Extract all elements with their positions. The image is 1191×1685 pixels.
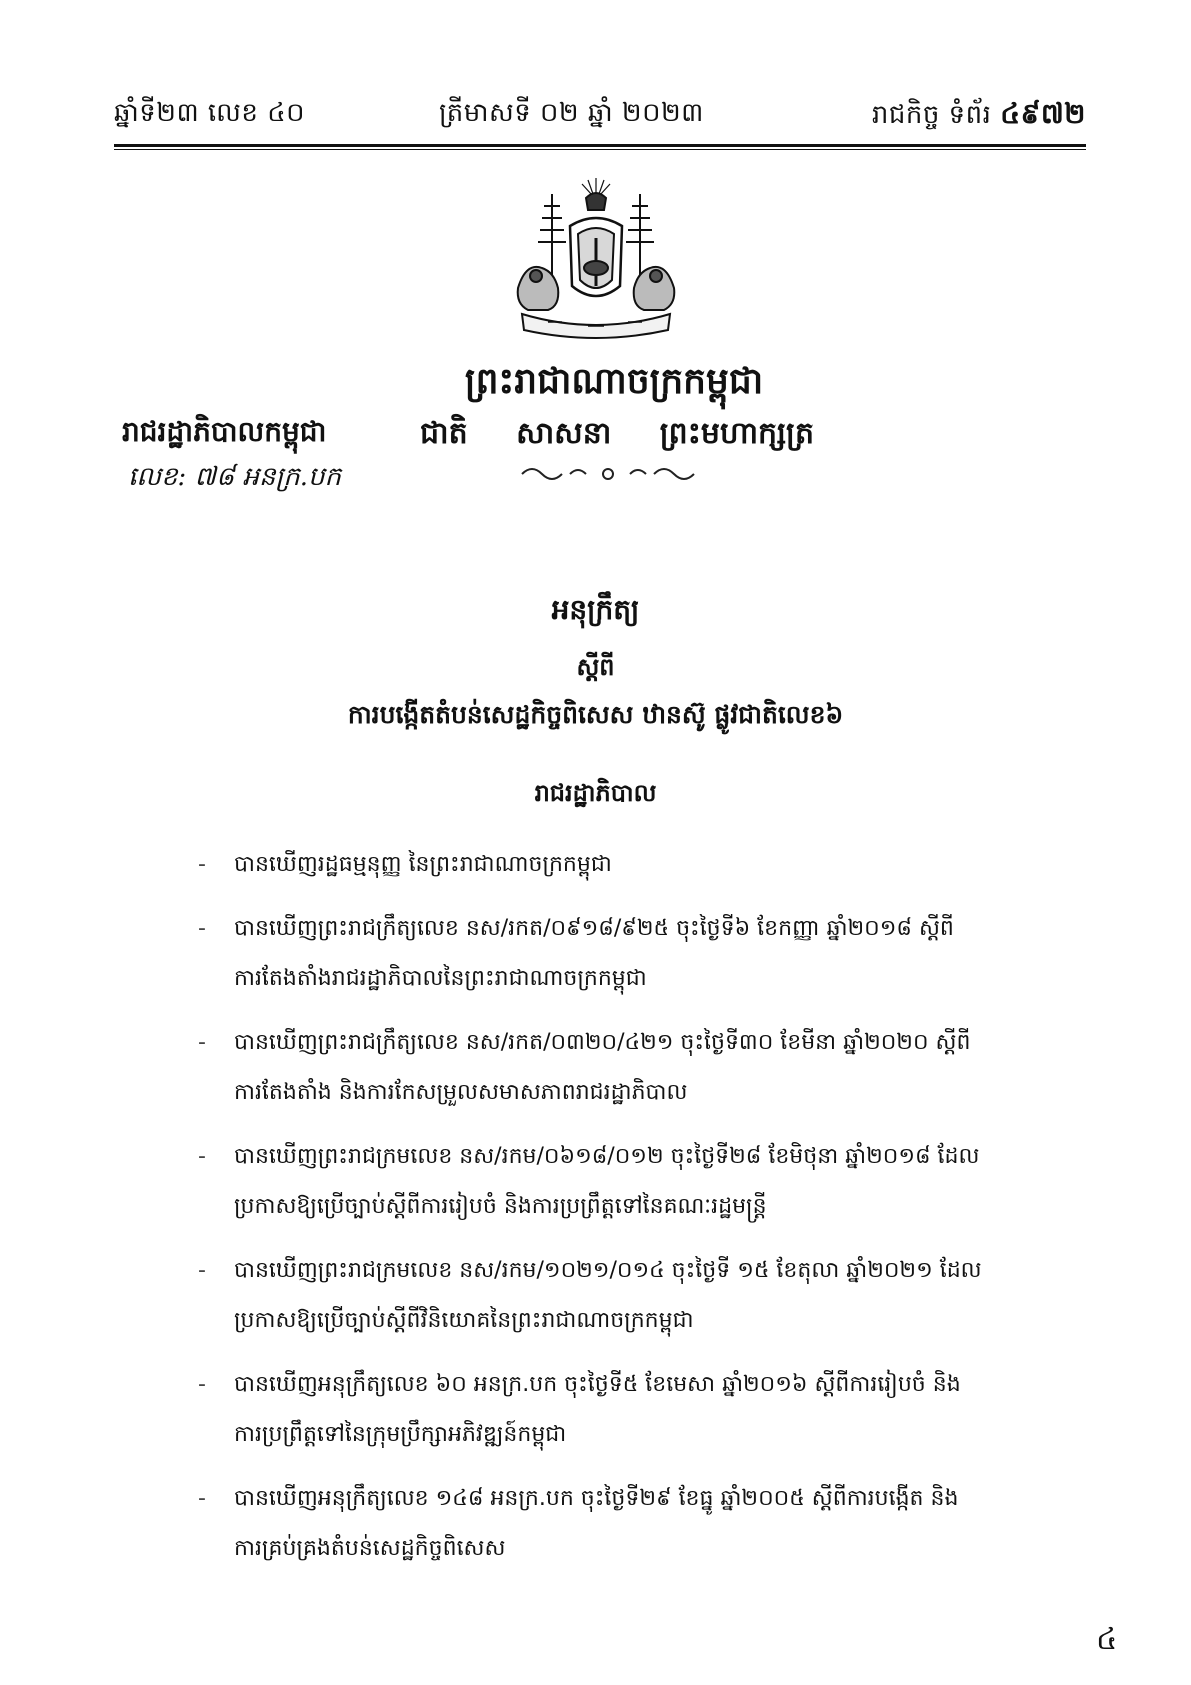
document-subject: ការបង្កើតតំបន់សេដ្ឋកិច្ចពិសេស ឋានស៊ូ ផ្លូវជាតិលេខ៦ — [347, 700, 844, 729]
government-name: រាជរដ្ឋាភិបាលកម្ពុជា — [122, 415, 327, 448]
issuer-heading: រាជរដ្ឋាភិបាល — [534, 778, 657, 807]
national-motto — [420, 414, 814, 458]
motto-king: ព្រះមហាក្សត្រ — [659, 416, 814, 451]
header-rule-thin — [114, 149, 1086, 150]
gazette-year-issue: ឆ្នាំទី២៣ លេខ ៤០ — [114, 98, 306, 128]
clause-item: - បានឃើញអនុក្រឹត្យលេខ ៦០ អនក្រ.បក ចុះថ្ងៃទី៥ ខែមេសា ឆ្នាំ២០១៦ ស្ដីពីការរៀបចំ និង ការប្រព្រឹត្តទៅនៃក្រុមប្រឹក្សាអភិវឌ្ឍន៍កម្ពុជា — [198, 1372, 961, 1447]
preamble-clauses — [198, 840, 1054, 1588]
clause-item: - បានឃើញព្រះរាជក្រមលេខ នស/រកម/១០២១/០១៤ ចុះថ្ងៃទី ១៥ ខែតុលា ឆ្នាំ២០២១ ដែល ប្រកាសឱ្យប្រើច្បាប់ស្ដីពីវិនិយោគនៃព្រះរាជាណាចក្រកម្ពុជា — [198, 1258, 982, 1333]
clause-item: - បានឃើញព្រះរាជក្រមលេខ នស/រកម/០៦១៨/០១២ ចុះថ្ងៃទី២៨ ខែមិថុនា ឆ្នាំ២០១៨ ដែល ប្រកាសឱ្យប្រើច្បាប់ស្ដីពីការរៀបចំ និងការប្រព្រឹត្តទៅនៃគណៈរដ្ឋមន្ត្រី — [198, 1144, 980, 1219]
gazette-page: រាជកិច្ច ទំព័រ ៤៩៧២ — [871, 97, 1086, 130]
clause-item: - បានឃើញរដ្ឋធម្មនុញ្ញ នៃព្រះរាជាណាចក្រកម្ពុជា — [198, 852, 612, 877]
clause-item: - បានឃើញព្រះរាជក្រឹត្យលេខ នស/រកត/០៩១៨/៩២៥ ចុះថ្ងៃទី៦ ខែកញ្ញា ឆ្នាំ២០១៨ ស្ដីពី ការតែងតាំងរាជរដ្ឋាភិបាលនៃព្រះរាជាណាចក្រកម្ពុជា — [198, 916, 954, 991]
header-rule-thick — [114, 144, 1086, 147]
clause-item: - បានឃើញព្រះរាជក្រឹត្យលេខ នស/រកត/០៣២០/៤២១ ចុះថ្ងៃទី៣០ ខែមីនា ឆ្នាំ២០២០ ស្ដីពី ការតែងតាំង និងការកែសម្រួលសមាសភាពរាជរដ្ឋាភិបាល — [198, 1030, 971, 1105]
page-number-mark: ៤ — [1096, 1622, 1118, 1657]
royal-coat-of-arms-icon — [508, 176, 684, 344]
document-type: អនុក្រឹត្យ — [551, 593, 640, 626]
clause-item: - បានឃើញអនុក្រឹត្យលេខ ១៤៨ អនក្រ.បក ចុះថ្ងៃទី២៩ ខែធ្នូ ឆ្នាំ២០០៥ ស្ដីពីការបង្កើត និង ការគ្រប់គ្រងតំបន់សេដ្ឋកិច្ចពិសេស — [198, 1486, 959, 1561]
kingdom-name: ព្រះរាជាណាចក្រកម្ពុជា — [464, 360, 764, 402]
ornament-divider-icon — [518, 464, 698, 484]
motto-religion: សាសនា — [516, 416, 612, 451]
about-label: ស្ដីពី — [576, 652, 615, 681]
gazette-quarter: ត្រីមាសទី ០២ ឆ្នាំ ២០២៣ — [439, 98, 704, 128]
motto-nation: ជាតិ — [420, 416, 468, 451]
reference-number: លេខ: ៧៨ អនក្រ.បក — [128, 462, 342, 492]
gazette-header — [114, 96, 1086, 136]
